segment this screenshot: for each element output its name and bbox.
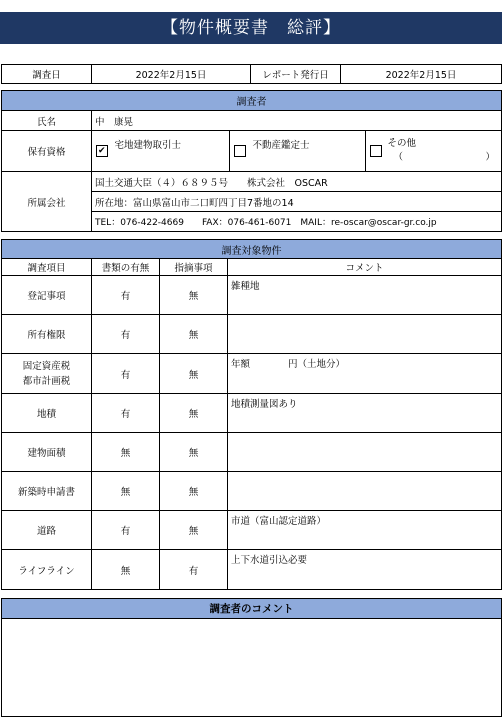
investigator-comment-table	[1, 598, 502, 717]
company-address: 所在地：富山県富山市二口町四丁目7番地の14	[92, 192, 502, 212]
document-title: 【物件概要書 総評】	[0, 12, 502, 44]
investigator-table	[1, 90, 502, 232]
comment-section-header: 調査者のコメント	[2, 599, 502, 619]
survey-date-table	[1, 64, 502, 84]
row-item: 建物面積	[2, 433, 92, 472]
qualification-other-cell	[386, 131, 502, 172]
table-row	[2, 394, 502, 433]
investigator-section-header: 調査者	[2, 91, 502, 111]
row-docs: 有	[92, 354, 160, 394]
row-issues: 無	[160, 276, 228, 315]
company-contact: TEL：076-422-4669 FAX：076-461-6071 MAIL：re-oscar@oscar-gr.co.jp	[92, 212, 502, 232]
row-item: 道路	[2, 511, 92, 550]
investigator-name: 中 康晃	[92, 111, 502, 131]
row-docs: 無	[92, 472, 160, 511]
row-issues: 無	[160, 394, 228, 433]
row-issues: 無	[160, 472, 228, 511]
row-docs: 無	[92, 433, 160, 472]
survey-date-value: 2022年2月15日	[92, 65, 251, 84]
row-item: 地積	[2, 394, 92, 433]
property-table	[1, 239, 502, 590]
row-item: 固定資産税 都市計画税	[2, 354, 92, 394]
company-license: 国土交通大臣（４）６８９５号 株式会社 OSCAR	[92, 172, 502, 192]
col-header-item: 調査項目	[2, 259, 92, 276]
row-issues: 無	[160, 315, 228, 354]
company-label: 所属会社	[2, 172, 92, 232]
row-comment: 雑種地	[228, 276, 502, 315]
table-row	[2, 511, 502, 550]
table-row	[2, 472, 502, 511]
col-header-docs: 書類の有無	[92, 259, 160, 276]
row-comment	[228, 472, 502, 511]
qualification-checkbox-1[interactable]	[92, 131, 112, 172]
col-header-issues: 指摘事項	[160, 259, 228, 276]
qualification-label-3: その他	[387, 138, 417, 149]
row-docs: 無	[92, 550, 160, 590]
row-comment: 年額 円（土地分）	[228, 354, 502, 394]
row-comment: 地積測量図あり	[228, 394, 502, 433]
checkbox-icon	[370, 145, 382, 157]
qualification-label: 保有資格	[2, 131, 92, 172]
row-item: 新築時申請書	[2, 472, 92, 511]
qualification-checkbox-3[interactable]	[366, 131, 386, 172]
row-comment: 市道（富山認定道路）	[228, 511, 502, 550]
checkbox-checked-icon: ✔	[96, 145, 108, 157]
report-date-label: レポート発行日	[251, 65, 341, 84]
row-issues: 有	[160, 550, 228, 590]
table-row	[2, 550, 502, 590]
other-open-paren: （	[393, 152, 404, 163]
name-label: 氏名	[2, 111, 92, 131]
table-row	[2, 276, 502, 315]
other-close-paren: ）	[485, 152, 496, 163]
survey-date-label: 調査日	[2, 65, 92, 84]
row-docs: 有	[92, 511, 160, 550]
row-docs: 有	[92, 276, 160, 315]
table-row	[2, 315, 502, 354]
row-issues: 無	[160, 511, 228, 550]
qualification-label-1: 宅地建物取引士	[112, 131, 230, 172]
checkbox-icon	[234, 145, 246, 157]
row-item: ライフライン	[2, 550, 92, 590]
col-header-comment: コメント	[228, 259, 502, 276]
row-comment	[228, 433, 502, 472]
row-issues: 無	[160, 433, 228, 472]
report-date-value: 2022年2月15日	[341, 65, 502, 84]
investigator-comment-body[interactable]	[2, 619, 502, 717]
qualification-checkbox-2[interactable]	[230, 131, 250, 172]
row-comment: 上下水道引込必要	[228, 550, 502, 590]
row-docs: 有	[92, 394, 160, 433]
row-item: 登記事項	[2, 276, 92, 315]
row-docs: 有	[92, 315, 160, 354]
row-comment	[228, 315, 502, 354]
row-issues: 無	[160, 354, 228, 394]
table-row	[2, 433, 502, 472]
row-item: 所有権限	[2, 315, 92, 354]
qualification-label-2: 不動産鑑定士	[250, 131, 366, 172]
property-section-header: 調査対象物件	[2, 240, 502, 259]
table-row	[2, 354, 502, 394]
